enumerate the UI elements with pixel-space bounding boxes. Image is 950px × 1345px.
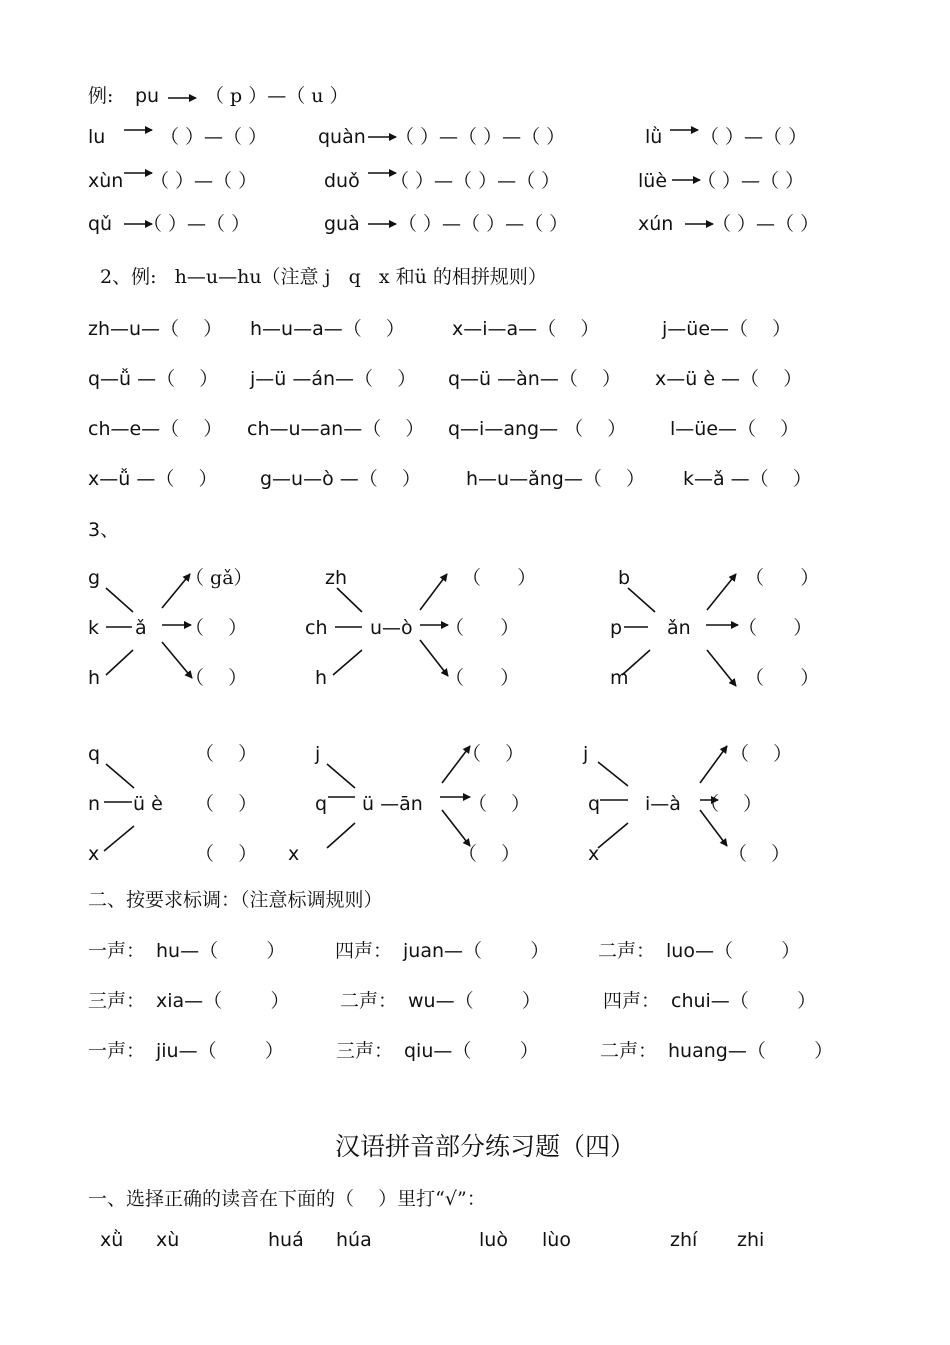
connector-line [104,826,134,851]
reading-option: lùo [542,1229,571,1251]
answer-blank: （ ）—（ ） [143,213,251,235]
tone-label: 四声： [335,940,393,962]
initial: j [315,743,321,765]
initial: g [88,567,101,589]
syllable: lu [88,126,106,148]
answer-blank: （ ）—（ ） [712,213,820,235]
connector-line [106,650,133,675]
answer-blank: （ ）—（ ）—（ ） [390,170,561,192]
tone-label: 二声： [598,940,656,962]
spelling-item: j—üe—（ ） [662,318,792,340]
syllable: quàn [318,126,366,148]
initial: x [88,843,100,865]
spelling-item: g—u—ò —（ ） [260,468,421,490]
answer-blank: （ ）—（ ） [160,126,268,148]
arrow-icon [162,574,190,608]
reading-option: zhí [670,1229,698,1251]
answer-blank: （ ） [458,843,521,865]
tone-label: 一声： [88,940,146,962]
connector-line [628,588,655,612]
instruction: 一、选择正确的读音在下面的（ ）里打“√”： [88,1188,486,1210]
final: ü è [133,793,163,815]
tone-item: chui—（ ） [671,990,817,1012]
initial: q [588,793,601,815]
tone-item: luo—（ ） [666,940,801,962]
final: ǎ [135,617,147,639]
answer-blank: （ ）—（ ） [150,170,258,192]
connector-line [106,588,133,612]
example-answer: （ p ）—（ u ） [205,85,349,107]
answer-blank: （ ） [730,743,793,765]
answer-blank: （ ） [185,617,248,639]
tone-label: 三声： [88,990,146,1012]
arrow-icon [420,574,447,610]
arrow-icon [700,746,727,783]
spelling-item: h—u—a—（ ） [250,318,405,340]
arrow-icon [442,746,470,783]
final: i—à [645,793,681,815]
answer-blank: （ ） [445,667,520,689]
connector-line [337,588,362,612]
spelling-item: x—ü è —（ ） [655,368,803,390]
syllable: xùn [88,170,124,192]
final: ǎn [667,617,691,639]
initial: m [610,667,629,689]
initial: b [618,567,631,589]
reading-option: xǜ [100,1229,124,1251]
tone-label: 二声： [600,1040,658,1062]
arrow-icon [442,810,470,846]
answer-blank: （ ） [462,743,525,765]
syllable: duǒ [324,170,360,192]
tone-item: hu—（ ） [156,940,286,962]
spelling-item: h—u—ǎng—（ ） [466,468,645,490]
reading-option: xù [156,1229,180,1251]
answer-blank: （ ） [745,567,820,589]
answer-blank: （ ） [445,617,520,639]
arrow-icon [707,650,736,686]
tone-item: wu—（ ） [408,990,541,1012]
tone-item: huang—（ ） [668,1040,834,1062]
answer-blank: （ ） [195,743,258,765]
section-header: 2、例: h—u—hu（注意 j q x 和ü 的相拼规则） [100,266,547,288]
initial: ch [305,617,328,639]
initial: zh [325,567,348,589]
spelling-item: ch—u—an—（ ） [247,418,425,440]
spelling-item: x—ǚ —（ ） [88,468,218,490]
initial: h [88,667,101,689]
syllable: guà [324,213,360,235]
initial: j [583,743,589,765]
initial: k [88,617,100,639]
reading-option: húa [336,1229,372,1251]
spelling-item: k—ǎ —（ ） [683,468,812,490]
tone-item: jiu—（ ） [156,1040,284,1062]
connector-line [327,764,355,788]
syllable: xún [638,213,674,235]
answer-blank: （ ） [745,667,820,689]
initial: x [588,843,600,865]
answer-blank: （ ） [462,567,537,589]
syllable: qǔ [88,213,113,235]
arrow-icon [420,640,448,676]
tone-label: 二声： [340,990,398,1012]
answer-blank: （ ）—（ ）—（ ） [398,213,569,235]
section-header: 3、 [88,519,120,541]
answer-blank: （ ）—（ ） [700,126,808,148]
spelling-item: j—ü —án—（ ） [250,368,417,390]
example-label: 例: [88,85,114,107]
initial: h [315,667,328,689]
syllable: lüè [638,170,668,192]
answer-blank: （ ） [700,793,763,815]
reading-option: luò [479,1229,508,1251]
spelling-item: q—ü —àn—（ ） [448,368,621,390]
answer-blank: （ ） [468,793,531,815]
answer-blank: （ ） [185,667,248,689]
initial: q [315,793,328,815]
initial: p [610,617,623,639]
spelling-item: l—üe—（ ） [670,418,800,440]
initial: n [88,793,101,815]
connector-line [106,764,134,788]
final: ü —ān [362,793,423,815]
reading-option: huá [268,1229,304,1251]
example-syllable: pu [135,85,160,107]
connector-line [327,823,355,848]
answer-blank: （ ）—（ ）—（ ） [395,126,566,148]
spelling-item: ch—e—（ ） [88,418,223,440]
initial: q [88,743,101,765]
answer-blank: （ ） [738,617,813,639]
answer-blank: （ gǎ） [185,567,253,589]
arrow-icon [707,574,736,610]
connector-line [622,650,650,675]
arrow-icon [162,642,192,678]
tone-label: 四声： [603,990,661,1012]
reading-option: zhi [737,1229,765,1251]
initial: x [288,843,300,865]
page-title: 汉语拼音部分练习题（四） [335,1132,636,1161]
arrow-icon [700,810,727,846]
answer-blank: （ ） [195,793,258,815]
tone-item: xia—（ ） [156,990,290,1012]
tone-label: 三声： [336,1040,394,1062]
connector-line [333,650,362,675]
syllable: lǜ [645,126,663,148]
section-header: 二、按要求标调：（注意标调规则） [88,889,383,911]
tone-label: 一声： [88,1040,146,1062]
tone-item: qiu—（ ） [404,1040,539,1062]
answer-blank: （ ）—（ ） [697,170,805,192]
spelling-item: q—i—ang— （ ） [448,418,627,440]
spelling-item: q—ǚ —（ ） [88,368,219,390]
answer-blank: （ ） [728,843,791,865]
connector-line [598,762,628,786]
tone-item: juan—（ ） [403,940,550,962]
spelling-item: zh—u—（ ） [88,318,223,340]
answer-blank: （ ） [195,843,258,865]
connector-line [598,823,628,848]
spelling-item: x—i—a—（ ） [452,318,600,340]
final: u—ò [370,617,413,639]
